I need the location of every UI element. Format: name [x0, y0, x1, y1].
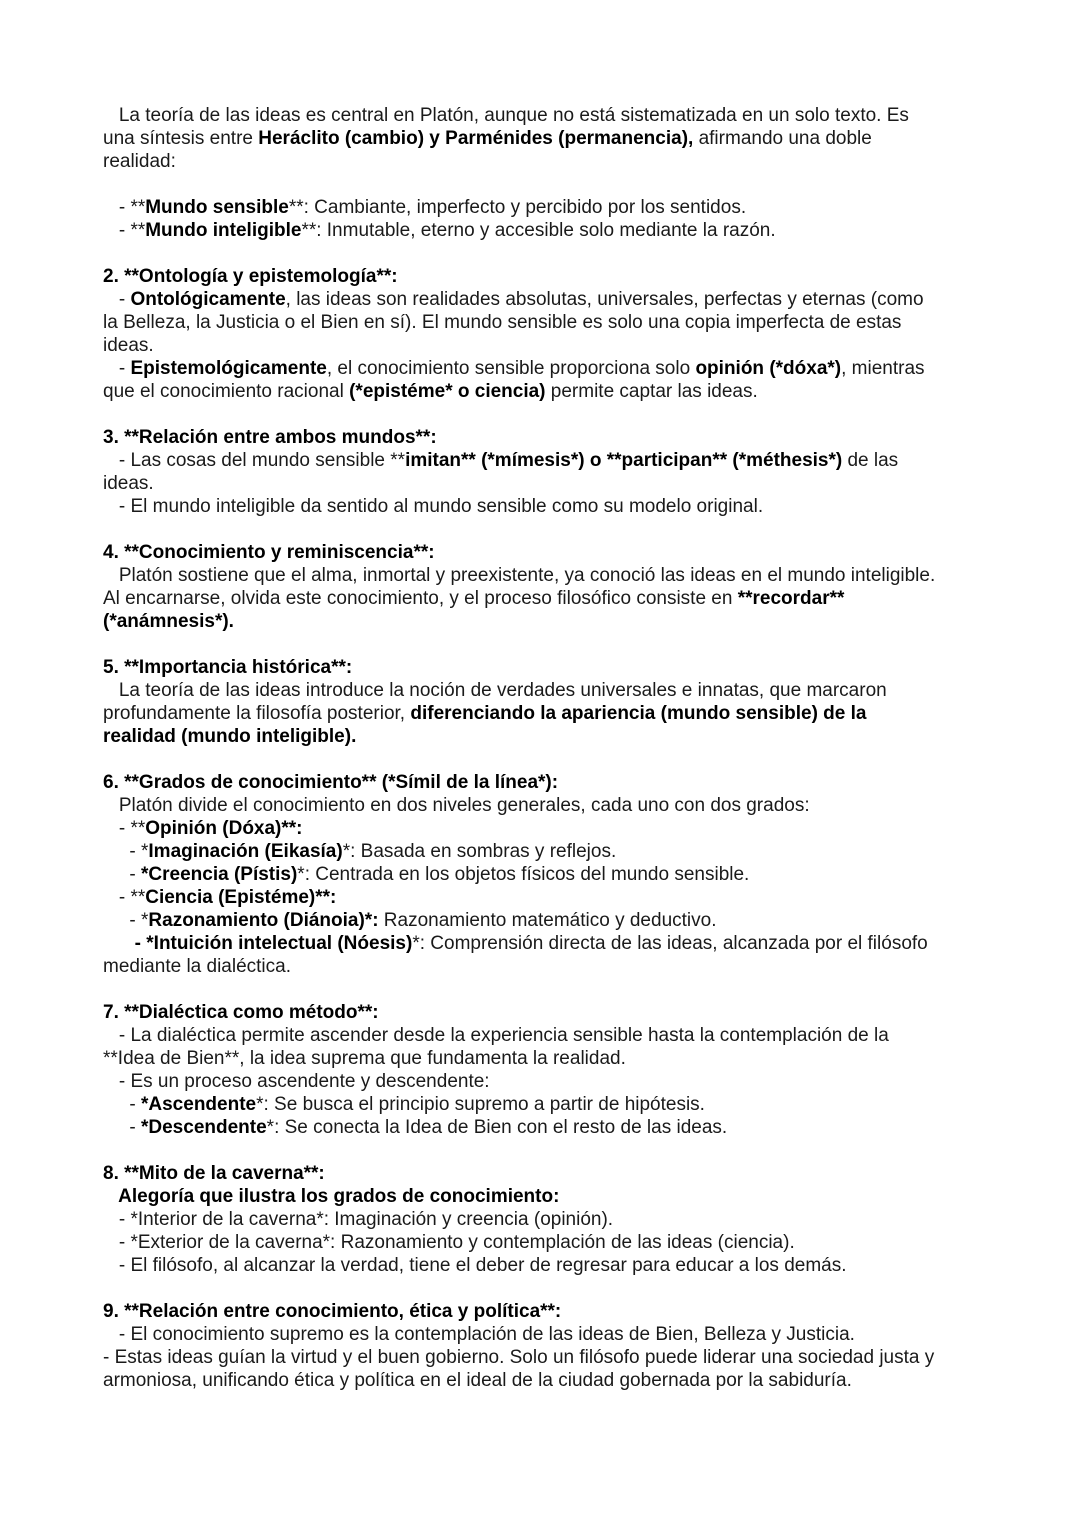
text-line [103, 265, 1003, 288]
bold-text: 7. **Dialéctica como método**: [103, 1002, 379, 1023]
text-line [103, 1208, 1003, 1231]
text: - ** [103, 818, 146, 839]
text-line [103, 1001, 1003, 1024]
text: , el conocimiento sensible proporciona solo [326, 358, 696, 379]
text-line [103, 610, 1003, 633]
text: la Belleza, la Justicia o el Bien en sí). El mundo sensible es solo una copia imperfecta de estas [103, 312, 902, 333]
text: - El conocimiento supremo es la contemplación de las ideas de Bien, Belleza y Justicia. [103, 1324, 855, 1345]
blank-line [103, 633, 1003, 656]
bold-text: imitan** (*mímesis*) o **participan** (*méthesis*) [405, 450, 843, 471]
text-line [103, 1162, 1003, 1185]
text: ideas. [103, 473, 154, 494]
text-line [103, 127, 1003, 150]
text: *: Centrada en los objetos físicos del mundo sensible. [297, 864, 750, 885]
bold-text: 8. **Mito de la caverna**: [103, 1163, 325, 1184]
text: - [103, 1117, 141, 1138]
blank-line [103, 978, 1003, 1001]
bold-text: *Descendente [141, 1117, 267, 1138]
text-line [103, 426, 1003, 449]
text-line [103, 1323, 1003, 1346]
text: profundamente la filosofía posterior, [103, 703, 411, 724]
bold-text: (*epistéme* o ciencia) [349, 381, 546, 402]
text: permite captar las ideas. [545, 381, 758, 402]
bold-text: realidad (mundo inteligible). [103, 726, 357, 747]
blank-line [103, 1139, 1003, 1162]
text: afirmando una doble [693, 128, 872, 149]
bold-text: Ciencia (Epistéme)**: [145, 887, 337, 908]
text-line [103, 771, 1003, 794]
text-line [103, 541, 1003, 564]
bold-text: Epistemológicamente [130, 358, 327, 379]
text-line [103, 817, 1003, 840]
text: Razonamiento matemático y deductivo. [378, 910, 717, 931]
text: **: Inmutable, eterno y accesible solo mediante la razón. [301, 220, 776, 241]
bold-text: 5. **Importancia histórica**: [103, 657, 353, 678]
bold-text: *Ascendente [141, 1094, 257, 1115]
text: *: Se conecta la Idea de Bien con el resto de las ideas. [266, 1117, 728, 1138]
text-line [103, 955, 1003, 978]
bold-text: Opinión (Dóxa)**: [145, 818, 303, 839]
bold-text: *Creencia (Pístis) [141, 864, 298, 885]
text-line [103, 909, 1003, 932]
text: **: Cambiante, imperfecto y percibido por los sentidos. [288, 197, 747, 218]
text: que el conocimiento racional [103, 381, 350, 402]
text: , mientras [841, 358, 925, 379]
bold-text: - *Intuición intelectual (Nóesis) [103, 933, 413, 954]
text-line [103, 564, 1003, 587]
text-line [103, 311, 1003, 334]
bold-text: 2. **Ontología y epistemología**: [103, 266, 398, 287]
text: - [103, 289, 131, 310]
text-line [103, 449, 1003, 472]
text-line [103, 1185, 1003, 1208]
text-line [103, 288, 1003, 311]
bold-text: Razonamiento (Diánoia)*: [148, 910, 379, 931]
text-line [103, 1369, 1003, 1392]
text-line [103, 196, 1003, 219]
text: - El mundo inteligible da sentido al mundo sensible como su modelo original. [103, 496, 764, 517]
document-body [103, 104, 1003, 1392]
text: - Las cosas del mundo sensible ** [103, 450, 406, 471]
bold-text: Imaginación (Eikasía) [148, 841, 343, 862]
text: - *Interior de la caverna*: Imaginación y creencia (opinión). [103, 1209, 614, 1230]
text-line [103, 150, 1003, 173]
bold-text: diferenciando la apariencia (mundo sensible) de la [410, 703, 867, 724]
text: Platón sostiene que el alma, inmortal y preexistente, ya conoció las ideas en el mundo inteligible. [103, 565, 936, 586]
text: - El filósofo, al alcanzar la verdad, tiene el deber de regresar para educar a los demás. [103, 1255, 847, 1276]
blank-line [103, 173, 1003, 196]
text: - La dialéctica permite ascender desde la experiencia sensible hasta la contemplación de la [103, 1025, 889, 1046]
text-line [103, 380, 1003, 403]
text-line [103, 495, 1003, 518]
text: armoniosa, unificando ética y política en el ideal de la ciudad gobernada por la sabiduría. [103, 1370, 852, 1391]
text: - [103, 1094, 141, 1115]
bold-text: 6. **Grados de conocimiento** (*Símil de la línea*): [103, 772, 559, 793]
text: una síntesis entre [103, 128, 259, 149]
text: - Es un proceso ascendente y descendente: [103, 1071, 490, 1092]
blank-line [103, 748, 1003, 771]
text-line [103, 656, 1003, 679]
text: La teoría de las ideas introduce la noción de verdades universales e innatas, que marcaron [103, 680, 887, 701]
text-line [103, 587, 1003, 610]
text-line [103, 1047, 1003, 1070]
text-line [103, 1231, 1003, 1254]
text: - Estas ideas guían la virtud y el buen gobierno. Solo un filósofo puede liderar una sociedad justa y [103, 1347, 935, 1368]
text: - [103, 864, 141, 885]
bold-text: Alegoría que ilustra los grados de conocimiento: [103, 1186, 560, 1207]
text: *: Se busca el principio supremo a partir de hipótesis. [256, 1094, 705, 1115]
text: Al encarnarse, olvida este conocimiento, y el proceso filosófico consiste en [103, 588, 738, 609]
text-line [103, 679, 1003, 702]
text-line [103, 932, 1003, 955]
text: - *Exterior de la caverna*: Razonamiento y contemplación de las ideas (ciencia). [103, 1232, 795, 1253]
bold-text: 9. **Relación entre conocimiento, ética y política**: [103, 1301, 562, 1322]
text-line [103, 1300, 1003, 1323]
bold-text: Heráclito (cambio) y Parménides (permanencia), [258, 128, 694, 149]
bold-text: opinión (*dóxa*) [695, 358, 842, 379]
text-line [103, 794, 1003, 817]
bold-text: (*anámnesis*). [103, 611, 234, 632]
text-line [103, 334, 1003, 357]
text-line [103, 1346, 1003, 1369]
bold-text: Ontológicamente [130, 289, 286, 310]
blank-line [103, 518, 1003, 541]
bold-text: Mundo inteligible [145, 220, 302, 241]
text-line [103, 104, 1003, 127]
text-line [103, 1254, 1003, 1277]
blank-line [103, 1277, 1003, 1300]
text-line [103, 840, 1003, 863]
text: , las ideas son realidades absolutas, universales, perfectas y eternas (como [285, 289, 924, 310]
text-line [103, 702, 1003, 725]
text: **Idea de Bien**, la idea suprema que fundamenta la realidad. [103, 1048, 626, 1069]
text-line [103, 1093, 1003, 1116]
text-line [103, 1070, 1003, 1093]
blank-line [103, 403, 1003, 426]
text: realidad: [103, 151, 176, 172]
bold-text: 3. **Relación entre ambos mundos**: [103, 427, 437, 448]
text: - * [103, 841, 149, 862]
text-line [103, 863, 1003, 886]
text: - [103, 358, 131, 379]
bold-text: **recordar** [737, 588, 845, 609]
text-line [103, 472, 1003, 495]
text: ideas. [103, 335, 154, 356]
text: - ** [103, 220, 146, 241]
text-line [103, 219, 1003, 242]
text: *: Comprensión directa de las ideas, alcanzada por el filósofo [412, 933, 928, 954]
text: - * [103, 910, 149, 931]
text: La teoría de las ideas es central en Platón, aunque no está sistematizada en un solo texto. Es [103, 105, 909, 126]
blank-line [103, 242, 1003, 265]
text-line [103, 1116, 1003, 1139]
text-line [103, 357, 1003, 380]
text-line [103, 886, 1003, 909]
text-line [103, 1024, 1003, 1047]
text: mediante la dialéctica. [103, 956, 291, 977]
text-line [103, 725, 1003, 748]
bold-text: 4. **Conocimiento y reminiscencia**: [103, 542, 435, 563]
text: *: Basada en sombras y reflejos. [342, 841, 617, 862]
text: Platón divide el conocimiento en dos niveles generales, cada uno con dos grados: [103, 795, 810, 816]
bold-text: Mundo sensible [145, 197, 289, 218]
text: - ** [103, 887, 146, 908]
text: - ** [103, 197, 146, 218]
text: de las [842, 450, 899, 471]
